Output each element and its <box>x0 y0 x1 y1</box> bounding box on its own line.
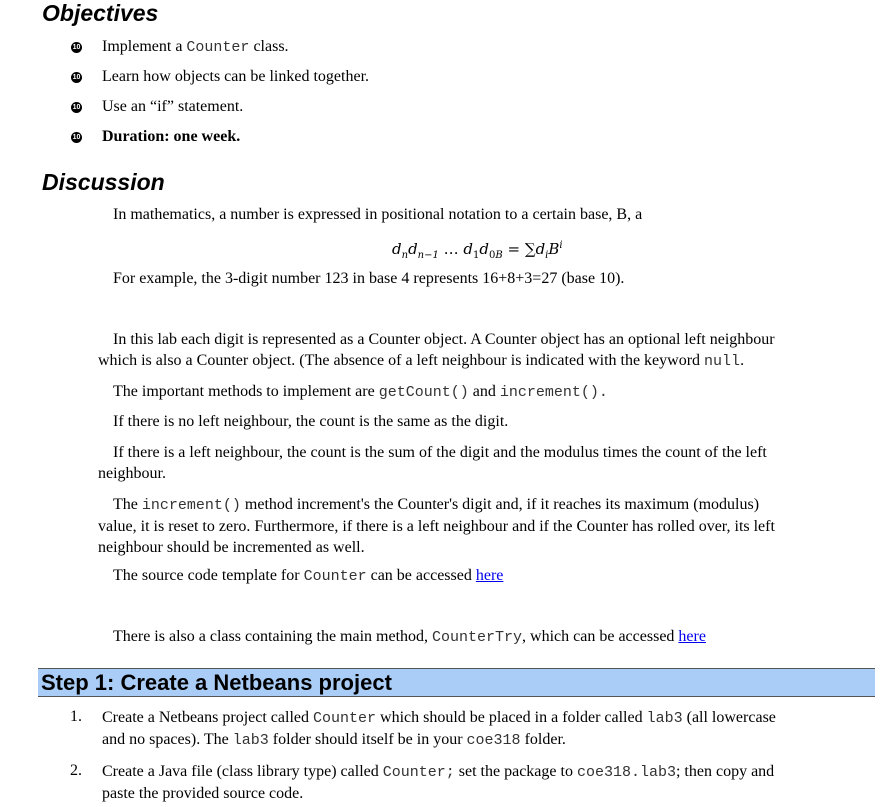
positional-notation-formula: $d_nd_{n-1}$ … $d_1d_{0B} = \sum d_iB^i$ <box>392 240 563 261</box>
list-number: 2. <box>70 762 82 779</box>
discussion-paragraph-9: There is also a class containing the main method, CounterTry, which can be accessed here <box>113 628 706 646</box>
bullet-icon: 10 <box>72 134 81 141</box>
counter-source-link[interactable]: here <box>475 567 504 584</box>
step1-heading-bar <box>38 668 875 697</box>
discussion-paragraph-7: The increment() method increment's the Counter's digit and, if it reaches its maximum (modulus) value, it is reset to zero. Furthermore, if there is a left neighbour and if the Counter has rolled over, its left neighbour should be incremented as well. <box>98 496 775 556</box>
objective-item-4: Duration: one week. <box>102 128 241 145</box>
discussion-paragraph-4: The important methods to implement are getCount() and increment(). <box>113 383 608 401</box>
objective-item-3: Use an “if” statement. <box>102 98 244 115</box>
discussion-paragraph-3: In this lab each digit is represented as a Counter object. A Counter object has an optional left neighbour which is also a Counter object. (The absence of a left neighbour is indicated with the keyword null. <box>98 331 775 370</box>
bullet-icon: 10 <box>72 44 81 51</box>
step1-item-2: Create a Java file (class library type) called Counter; set the package to coe318.lab3; then copy and paste the provided source code. <box>102 763 775 802</box>
step1-heading: Step 1: Create a Netbeans project <box>41 670 392 695</box>
objective-item-1: Implement a Counter class. <box>102 38 289 56</box>
discussion-paragraph-5: If there is no left neighbour, the count is the same as the digit. <box>113 413 509 430</box>
list-number: 1. <box>70 708 82 725</box>
bullet-icon: 10 <box>72 104 81 111</box>
step1-item-1: Create a Netbeans project called Counter which should be placed in a folder called lab3 (all lowercase and no spaces). The lab3 folder should itself be in your coe318 folder. <box>102 709 776 749</box>
objective-item-2: Learn how objects can be linked together. <box>102 68 370 85</box>
discussion-paragraph-1: In mathematics, a number is expressed in positional notation to a certain base, B, a <box>113 206 643 223</box>
discussion-paragraph-8: The source code template for Counter can be accessed here <box>113 567 504 585</box>
countertry-source-link[interactable]: here <box>678 628 706 645</box>
discussion-paragraph-2: For example, the 3-digit number 123 in base 4 represents 16+8+3=27 (base 10). <box>113 270 625 287</box>
discussion-heading: Discussion <box>42 169 165 195</box>
bullet-icon: 10 <box>72 74 81 81</box>
discussion-paragraph-6: If there is a left neighbour, the count is the sum of the digit and the modulus times the count of the left neighbour. <box>98 444 767 482</box>
objectives-heading: Objectives <box>42 0 159 26</box>
